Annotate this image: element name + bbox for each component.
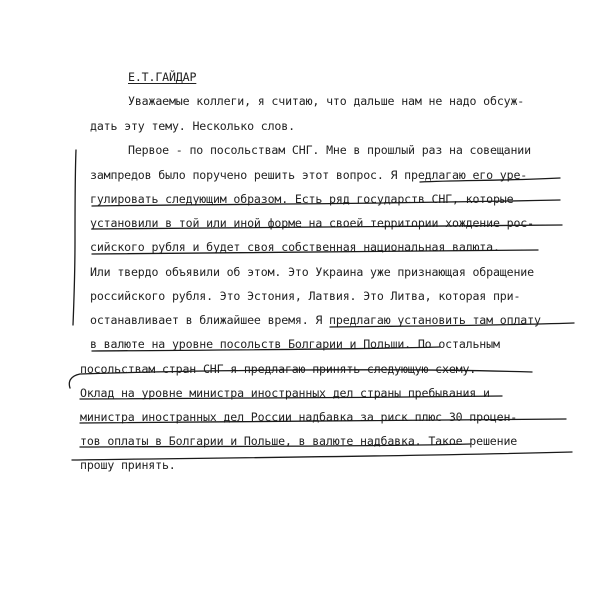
- speaker-name: Е.Т.ГАЙДАР: [128, 70, 197, 84]
- text-line-14: министра иностранных дел России надбавка за риск плюс 30 процен-: [80, 410, 518, 424]
- text-line-9: российского рубля. Это Эстония, Латвия. Это Литва, которая при-: [90, 289, 521, 303]
- text-line-7: сийского рубля и будет своя собственная национальная валюта.: [90, 240, 500, 254]
- text-line-3: Первое - по посольствам СНГ. Мне в прошлый раз на совещании: [128, 143, 531, 157]
- text-line-8: Или твердо объявили об этом. Это Украина уже признающая обращение: [90, 265, 534, 279]
- text-line-13: Оклад на уровне министра иностранных дел страны пребывания и: [80, 386, 490, 400]
- text-line-4: зампредов было поручено решить этот вопрос. Я предлагаю его уре-: [90, 168, 528, 182]
- text-line-2: дать эту тему. Несколько слов.: [90, 119, 295, 133]
- text-line-11: в валюте на уровне посольств Болгарии и Польши. По остальным: [90, 337, 500, 351]
- margin-bracket-mark: [73, 150, 76, 325]
- text-line-12: посольствам стран СНГ я предлагаю принять следующую схему.: [80, 362, 477, 376]
- text-line-6: установили в той или иной форме на своей территории хождение рос-: [90, 216, 534, 230]
- text-line-15: тов оплаты в Болгарии и Польше, в валюте надбавка. Такое решение: [80, 434, 518, 448]
- text-line-10: останавливает в ближайшее время. Я предлагаю установить там оплату: [90, 313, 541, 327]
- text-line-5: гулировать следующим образом. Есть ряд государств СНГ, которые: [90, 192, 514, 206]
- text-line-16: прошу принять.: [80, 458, 176, 472]
- text-line-1: Уважаемые коллеги, я считаю, что дальше нам не надо обсуж-: [128, 94, 525, 108]
